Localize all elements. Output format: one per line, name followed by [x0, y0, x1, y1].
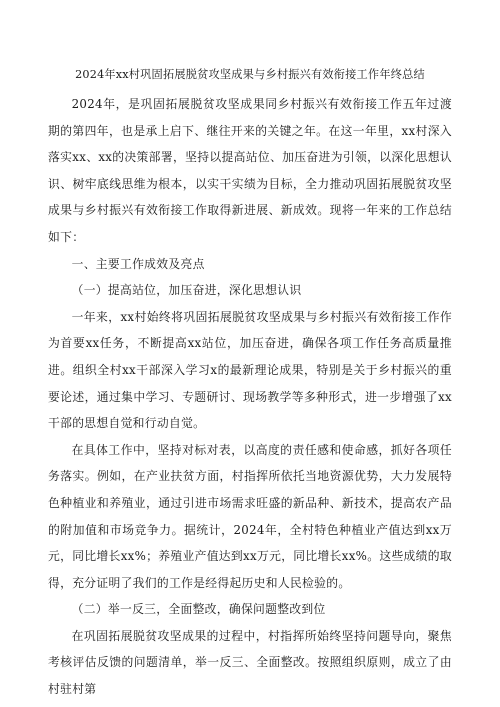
document-title: 2024年xx村巩固拓展脱贫攻坚成果与乡村振兴有效衔接工作年终总结 — [75, 68, 425, 81]
intro-paragraph: 2024年，是巩固拓展脱贫攻坚成果同乡村振兴有效衔接工作五年过渡期的第四年，也是承上启下、继往开来的关键之年。在这一年里，xx村深入落实xx、xx的决策部署，坚持以提高站位、加压奋进为引领，以深化思想认识、树牢底线思维为根本，以实干实绩为目标，全力推动巩固拓展脱贫攻坚成果与乡村振兴有效衔接工作取得新进展、新成效。现将一年来的工作总结如下： — [48, 97, 452, 244]
body-paragraph: 一年来，xx村始终将巩固拓展脱贫攻坚成果与乡村振兴有效衔接工作作为首要xx任务，不断提高xx站位，加压奋进，确保各项工作任务高质量推进。组织全村xx干部深入学习x的最新理论成果，特别是关于乡村振兴的重要论述，通过集中学习、专题研讨、现场教学等多种形式，进一步增强了xx干部的思想自觉和行动自觉。 — [48, 309, 452, 431]
subsection-heading-2: （二）举一反三，全面整改，确保问题整改到位 — [71, 602, 326, 617]
subsection-heading-1: （一）提高站位，加压奋进，深化思想认识 — [71, 283, 302, 298]
body-paragraph: 在具体工作中，坚持对标对表，以高度的责任感和使命感，抓好各项任务落实。例如，在产业扶贫方面，村指挥所依托当地资源优势，大力发展特色种植业和养殖业，通过引进市场需求旺盛的新品种、新技术，提高农产品的附加值和市场竞争力。据统计，2024年，全村特色种植业产值达到xx万元，同比增长xx%；养殖业产值达到xx万元，同比增长xx%。这些成绩的取得，充分证明了我们的工作是经得起历史和人民检验的。 — [48, 442, 452, 590]
body-paragraph: 在巩固拓展脱贫攻坚成果的过程中，村指挥所始终坚持问题导向，聚焦考核评估反馈的问题清单，举一反三、全面整改。按照组织原则，成立了由村驻村第 — [48, 628, 452, 697]
section-heading: 一、主要工作成效及亮点 — [71, 256, 205, 271]
